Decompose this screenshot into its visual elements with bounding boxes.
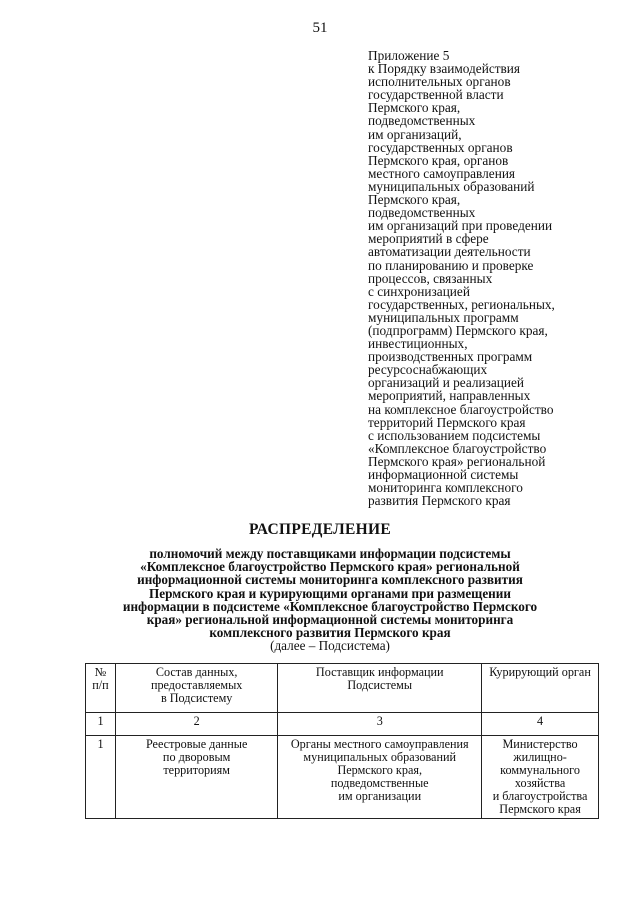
subheading-line: полномочий между поставщиками информации подсистемы (149, 546, 511, 561)
header-cell-number (86, 664, 116, 713)
header-cell-data (115, 664, 277, 713)
cell-line: в Подсистему (160, 691, 233, 705)
subheading-line: информационной системы мониторинга комплексного развития (137, 572, 523, 588)
subheading-line: края» региональной информационной системы мониторинга (146, 612, 514, 628)
appendix-line: Пермского края, органов (368, 152, 509, 168)
cell-line: Реестровые данные (145, 737, 248, 751)
appendix-line: государственных, региональных, (368, 296, 555, 312)
appendix-line: по планированию и проверке (368, 257, 534, 273)
appendix-line: местного самоуправления (368, 165, 516, 181)
column-number-row (86, 713, 599, 736)
row-curator-cell (482, 736, 599, 819)
cell-line: Пермского края (499, 802, 581, 816)
appendix-line: муниципальных образований (368, 178, 535, 194)
appendix-line: автоматизации деятельности (368, 244, 531, 260)
appendix-line: территорий Пермского края (368, 414, 526, 430)
subheading-line: «Комплексное благоустройство Пермского края» региональной (140, 559, 520, 575)
column-number-cell: 1 (86, 713, 116, 736)
appendix-line: развития Пермского края (368, 493, 511, 509)
cell-line: и благоустройства (492, 789, 588, 803)
row-data-cell (115, 736, 277, 819)
cell-line: хозяйства (514, 776, 566, 790)
appendix-line: с использованием подсистемы (368, 427, 541, 443)
page-number: 51 (312, 20, 328, 36)
cell-line: Состав данных, (155, 665, 238, 679)
appendix-line: производственных программ (368, 349, 533, 365)
cell-line: Поставщик информации (315, 665, 444, 679)
cell-line: по дворовым (162, 750, 231, 764)
cell-line: коммунального (500, 763, 580, 777)
cell-line: № (94, 665, 107, 679)
row-supplier-cell (278, 736, 482, 819)
column-number-cell: 4 (482, 713, 599, 736)
cell-line: Министерство (502, 737, 578, 751)
appendix-line: мониторинга комплексного (368, 480, 523, 496)
cell-line: подведомственные (330, 776, 429, 790)
subheading-line: информации в подсистеме «Комплексное благоустройство Пермского (122, 598, 538, 614)
cell-line: территориям (163, 763, 230, 777)
appendix-block (368, 49, 618, 507)
appendix-line: к Порядку взаимодействия (368, 61, 521, 77)
appendix-line: с синхронизацией (368, 283, 470, 299)
cell-line: жилищно- (513, 750, 567, 764)
appendix-line: организаций и реализацией (368, 375, 525, 391)
cell-line: им организации (338, 789, 422, 803)
document-heading: РАСПРЕДЕЛЕНИЕ (249, 521, 391, 538)
cell-line: Подсистемы (347, 678, 413, 692)
appendix-line: Приложение 5 (368, 48, 450, 63)
appendix-line: мероприятий, направленных (368, 388, 531, 404)
appendix-line: подведомственных (368, 205, 476, 221)
appendix-line: инвестиционных, (368, 336, 468, 352)
cell-line: Пермского края, (337, 763, 423, 777)
distribution-table (85, 663, 599, 819)
appendix-line: информационной системы (368, 467, 519, 482)
row-number-cell: 1 (86, 736, 116, 819)
appendix-line: государственных органов (368, 139, 513, 155)
cell-line: п/п (92, 678, 109, 692)
appendix-line: муниципальных программ (368, 309, 519, 325)
table-row (86, 736, 599, 819)
appendix-line: Пермского края, (368, 192, 461, 208)
cell-line: Курирующий орган (489, 665, 591, 679)
header-cell-supplier (278, 664, 482, 713)
appendix-line: «Комплексное благоустройство (368, 440, 547, 456)
header-cell-curator (482, 664, 599, 713)
cell-line: муниципальных образований (303, 750, 457, 764)
column-number-cell: 3 (278, 713, 482, 736)
subheading-line: Пермского края и курирующими органами при размещении (149, 585, 511, 601)
table-header-row (86, 664, 599, 713)
appendix-line: исполнительных органов (368, 74, 511, 90)
appendix-line: Пермского края, (368, 100, 461, 116)
appendix-line: процессов, связанных (368, 270, 493, 286)
appendix-line: Пермского края» региональной (368, 453, 546, 469)
document-subheading (60, 547, 600, 653)
cell-line: предоставляемых (150, 678, 243, 692)
appendix-line: мероприятий в сфере (368, 231, 489, 247)
appendix-line: им организаций, (368, 126, 462, 142)
column-number-cell: 2 (115, 713, 277, 736)
appendix-line: им организаций при проведении (368, 218, 553, 234)
appendix-line: ресурсоснабжающих (368, 362, 488, 378)
subheading-line: комплексного развития Пермского края (209, 625, 451, 641)
appendix-line: (подпрограмм) Пермского края, (368, 322, 548, 338)
appendix-line: государственной власти (368, 87, 504, 103)
appendix-line: на комплексное благоустройство (368, 401, 554, 417)
appendix-line: подведомственных (368, 113, 476, 129)
cell-line: Органы местного самоуправления (290, 737, 469, 751)
subheading-note: (далее – Подсистема) (270, 638, 390, 654)
